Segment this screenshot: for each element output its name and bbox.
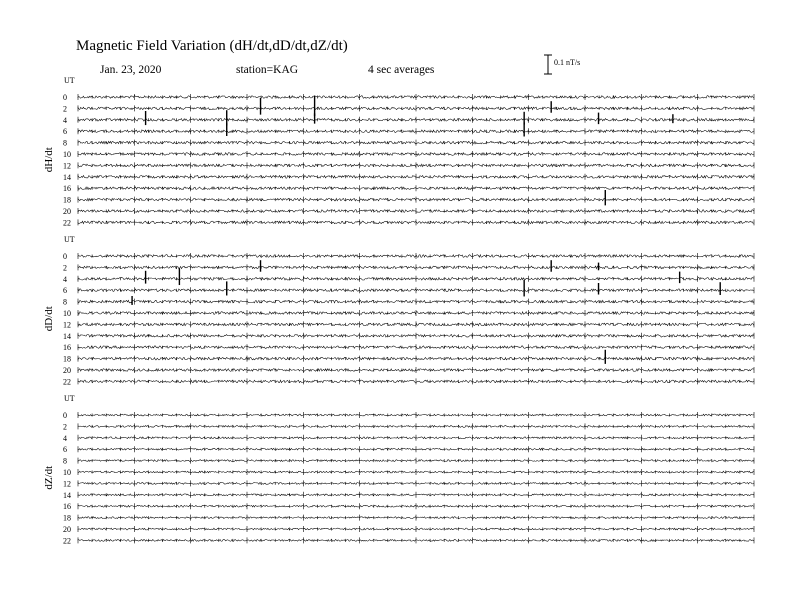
scale-bar-label: 0.1 nT/s [554, 58, 581, 67]
row-label: 4 [63, 115, 67, 125]
row-label: 2 [63, 263, 67, 273]
row-label: 8 [63, 138, 67, 148]
row-label: 4 [63, 433, 67, 443]
row-label: 14 [63, 331, 71, 341]
row-label: 22 [63, 377, 71, 387]
row-label: 6 [63, 286, 67, 296]
ut-axis-title: UT [64, 394, 75, 403]
station-label: station=KAG [236, 64, 299, 76]
row-label: 20 [63, 207, 71, 216]
row-label: 22 [63, 536, 71, 546]
row-label: 16 [63, 184, 71, 194]
row-label: 0 [63, 93, 67, 102]
date-label: Jan. 23, 2020 [100, 64, 162, 76]
averaging-label: 4 sec averages [368, 64, 435, 76]
row-label: 22 [63, 218, 71, 228]
row-label: 10 [63, 468, 71, 477]
row-label: 14 [63, 490, 71, 500]
component-label-dhdt: dH/dt [43, 147, 55, 173]
row-label: 10 [63, 150, 71, 159]
component-label-dddt: dD/dt [43, 306, 55, 332]
row-ticks [78, 128, 754, 134]
ut-axis-title: UT [64, 235, 75, 244]
chart-title: Magnetic Field Variation (dH/dt,dD/dt,dZ/dt) [76, 38, 348, 54]
row-label: 20 [63, 366, 71, 375]
row-label: 18 [63, 195, 71, 205]
row-label: 12 [63, 320, 71, 330]
row-label: 2 [63, 422, 67, 432]
row-label: 10 [63, 309, 71, 318]
row-label: 2 [63, 104, 67, 114]
row-label: 6 [63, 445, 67, 455]
row-ticks [78, 356, 754, 362]
row-label: 14 [63, 172, 71, 182]
ut-axis-title: UT [64, 76, 75, 85]
row-label: 20 [63, 525, 71, 534]
row-label: 18 [63, 354, 71, 364]
row-ticks [78, 378, 754, 384]
component-label-dzdt: dZ/dt [43, 465, 55, 490]
row-label: 16 [63, 343, 71, 353]
row-label: 6 [63, 127, 67, 137]
row-label: 8 [63, 456, 67, 466]
row-label: 8 [63, 297, 67, 307]
row-label: 16 [63, 502, 71, 512]
row-label: 12 [63, 161, 71, 171]
row-label: 18 [63, 513, 71, 523]
row-label: 0 [63, 411, 67, 420]
row-label: 4 [63, 274, 67, 284]
row-label: 0 [63, 252, 67, 261]
row-label: 12 [63, 479, 71, 489]
